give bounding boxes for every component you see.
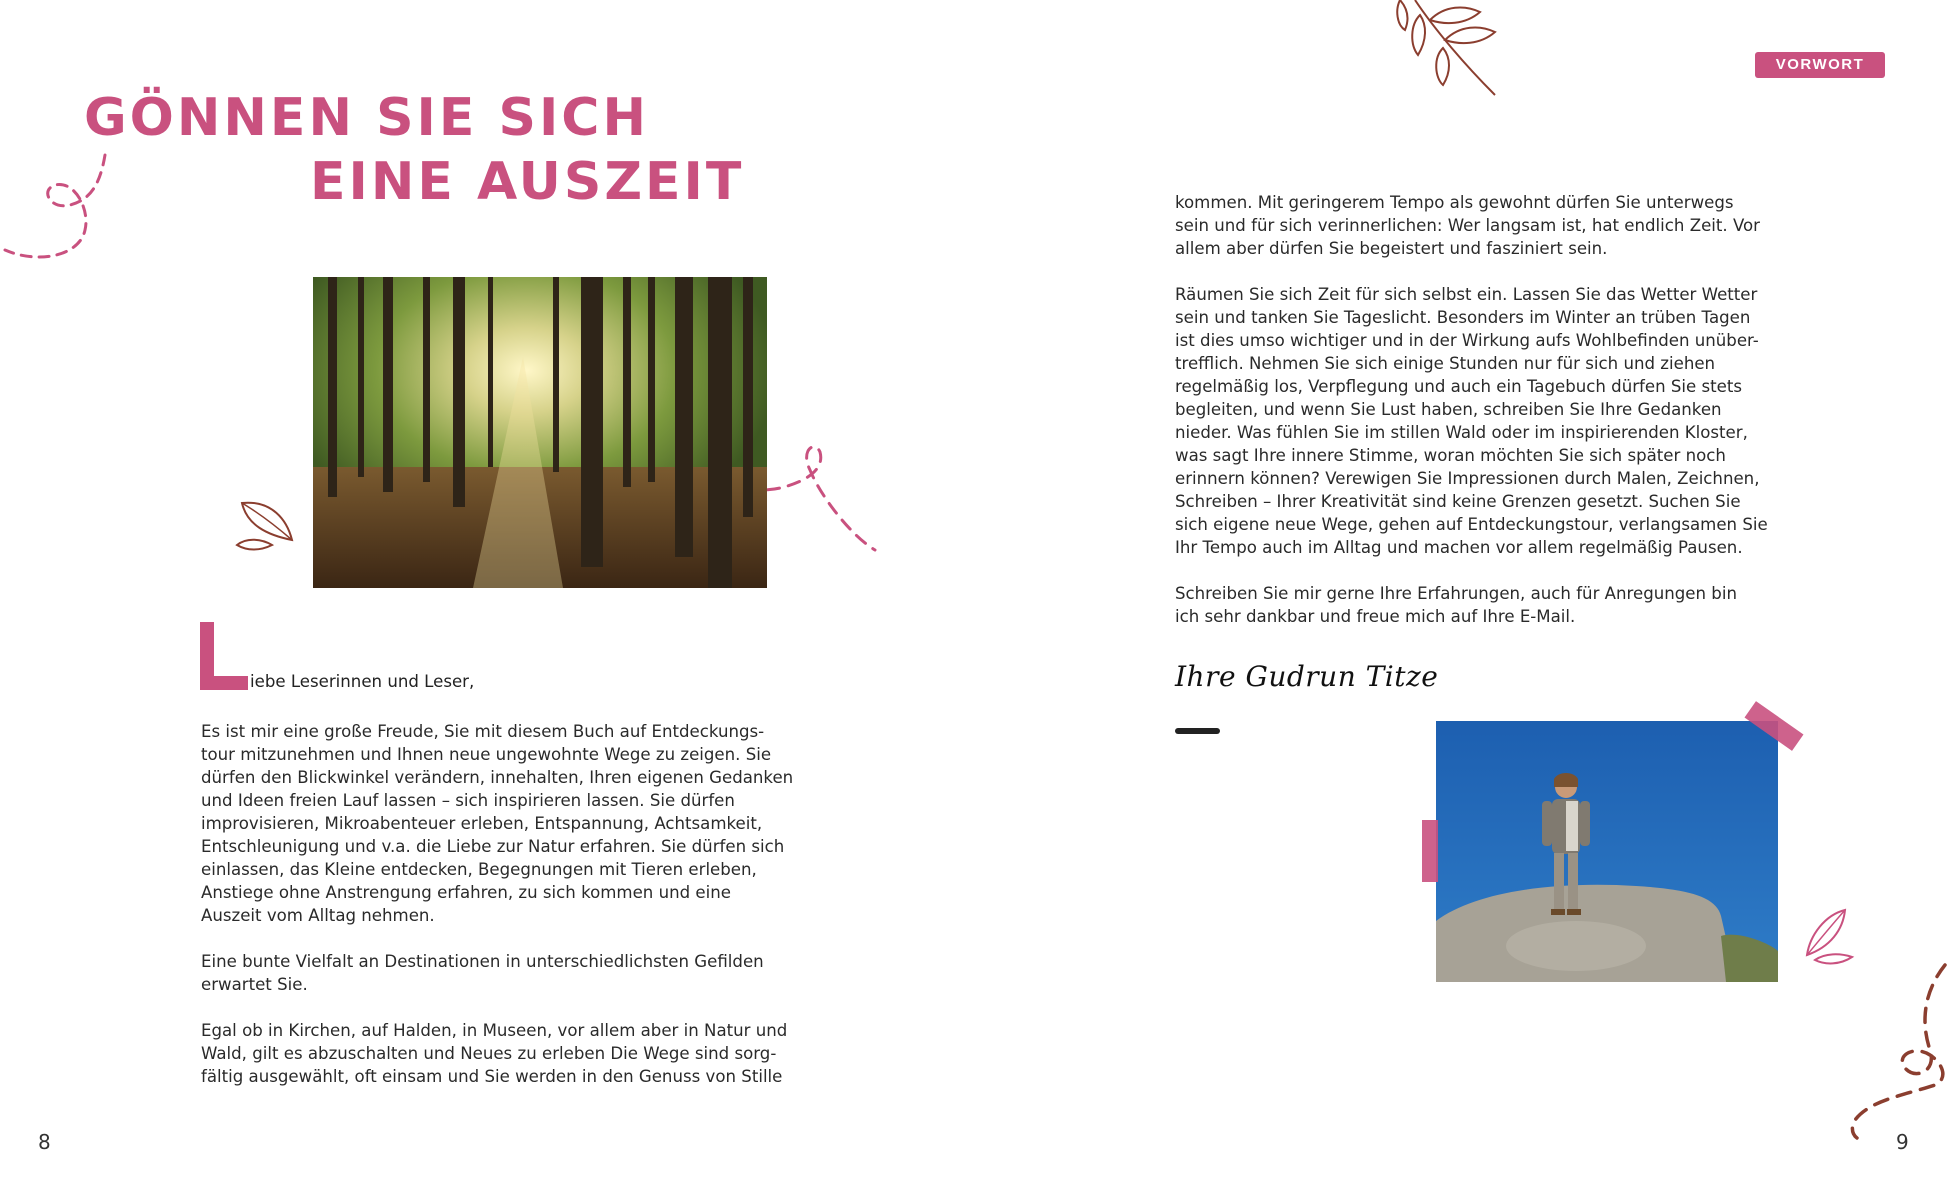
- greeting: iebe Leserinnen und Leser,: [250, 672, 475, 691]
- signature: Ihre Gudrun Titze: [1175, 660, 1439, 693]
- right-paragraph-3: Schreiben Sie mir gerne Ihre Erfahrungen, auch für Anregungen bin ich sehr dankbar und freue mich auf Ihre E-Mail.: [1175, 584, 1737, 626]
- tape-left: [1422, 820, 1438, 882]
- left-paragraph-2: Eine bunte Vielfalt an Destinationen in unterschiedlichsten Gefilden erwartet Sie.: [201, 952, 764, 994]
- right-paragraph-2: Räumen Sie sich Zeit für sich selbst ein. Lassen Sie das Wetter Wetter sein und tanken Sie Tageslicht. Besonders im Winter an trüben Tagen ist dies umso wichtiger und in der Wirkung aufs Wohlbefinden unüber- trefflich. Nehmen Sie sich einige Stunden nur für sich und ziehen regelmäßig los, Verpflegung und auch ein Tagebuch dürfen Sie stets begleiten, und wenn Sie Lust haben, schreiben Sie Ihre Gedanken nieder. Was fühlen Sie im stillen Wald oder im inspirierenden Kloster, was sagt Ihre innere Stimme, woran möchten Sie sich später noch erinnern können? Verewigen Sie Impressionen durch Malen, Zeichnen, Schreiben – Ihrer Kreativität sind keine Grenzen gesetzt. Suchen Sie sich eigene neue Wege, gehen auf Entdeckungstour, verlangsamen Sie Ihr Tempo auch im Alltag und machen vor allem regelmäßig Pausen.: [1175, 285, 1768, 557]
- leaf-right-icon: [1795, 905, 1865, 965]
- section-tag: VORWORT: [1755, 52, 1885, 78]
- forest-photo: [313, 277, 767, 588]
- right-paragraph-1: kommen. Mit geringerem Tempo als gewohnt dürfen Sie unterwegs sein und für sich verinnerlichen: Wer langsam ist, hat endlich Zeit. Vor allem aber dürfen Sie begeistert und fasziniert sein.: [1175, 193, 1760, 258]
- left-body-text: [201, 720, 841, 1111]
- author-photo: [1436, 721, 1778, 982]
- doodle-loop-top-left-icon: [0, 150, 120, 270]
- page-number-left: 8: [38, 1130, 51, 1154]
- leaf-left-icon: [232, 495, 302, 555]
- dropcap-letter: [200, 622, 248, 690]
- left-paragraph-1: Es ist mir eine große Freude, Sie mit diesem Buch auf Entdeckungs- tour mitzunehmen und Ihnen neue ungewohnte Wege zu zeigen. Sie dürfen den Blickwinkel verändern, innehalten, Ihren eigenen Gedanken und Ideen freien Lauf lassen – sich inspirieren lassen. Sie dürfen improvisieren, Mikroabenteuer erleben, Entspannung, Achtsamkeit, Entschleunigung und v.a. die Liebe zur Natur erfahren. Sie dürfen sich einlassen, das Kleine entdecken, Begegnungen mit Tieren erleben, Anstiege ohne Anstrengung erfahren, zu sich kommen und eine Auszeit vom Alltag nehmen.: [201, 722, 794, 925]
- page-title-line-1: GÖNNEN SIE SICH: [84, 88, 649, 148]
- left-paragraph-3: Egal ob in Kirchen, auf Halden, in Museen, vor allem aber in Natur und Wald, gilt es abzuschalten und Neues zu erleben Die Wege sind sorg- fältig ausgewählt, oft einsam und Sie werden in den Genuss von Stille: [201, 1021, 788, 1086]
- branch-top-icon: [1385, 0, 1510, 100]
- right-body-text: [1175, 191, 1815, 651]
- signature-underline: [1175, 728, 1220, 734]
- page-number-right: 9: [1896, 1130, 1909, 1154]
- doodle-loop-bottom-right-icon: [1835, 960, 1948, 1140]
- page-title-line-2: EINE AUSZEIT: [310, 152, 745, 212]
